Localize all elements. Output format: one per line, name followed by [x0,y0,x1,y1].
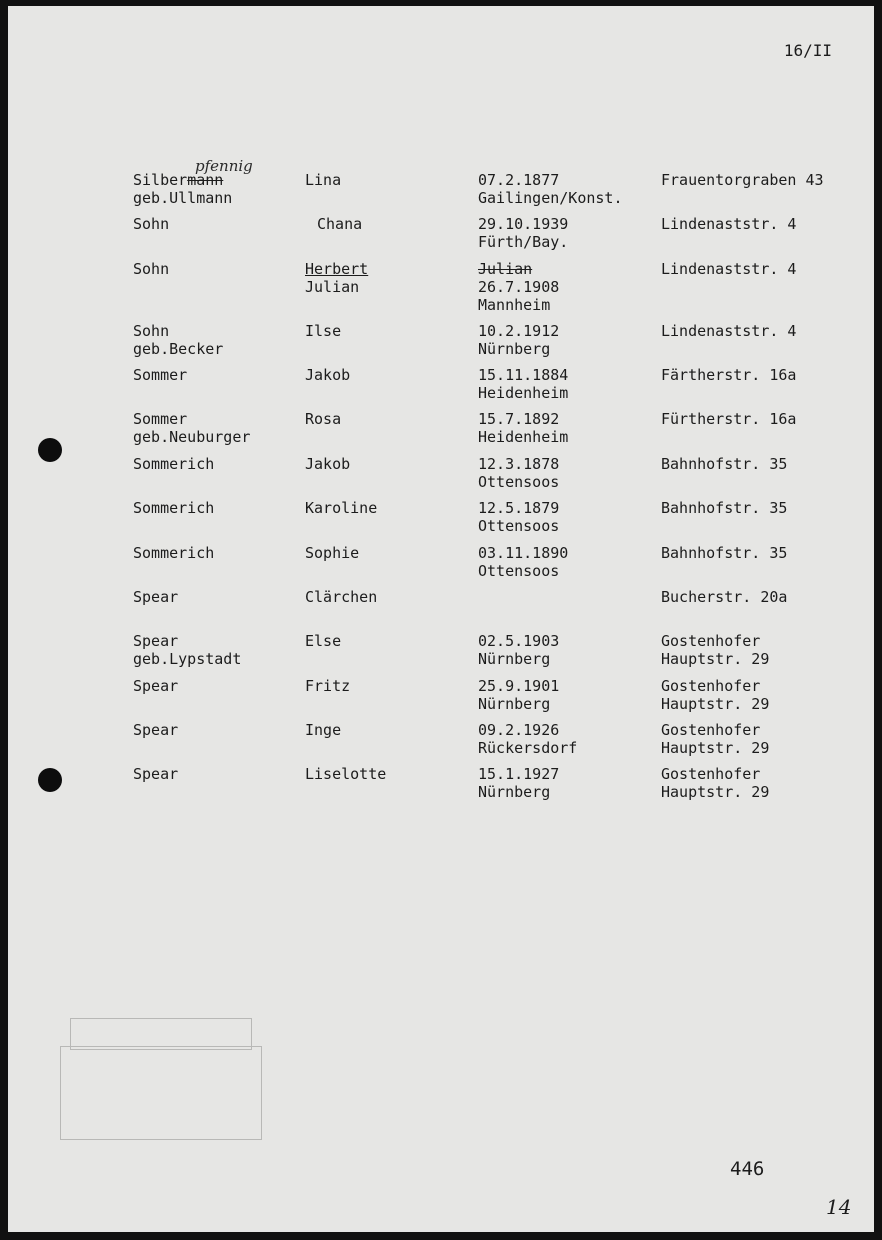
faded-stamp [60,1046,262,1140]
birth-cell [478,215,568,251]
birth-date: 15.1.1927 [478,765,560,783]
given-name: Else [305,632,342,650]
given-name-cell [305,765,386,783]
address-cell [661,322,796,340]
address-line: Hauptstr. 29 [661,739,770,757]
birth-place: Nürnberg [478,650,551,668]
struck-text: mann [187,171,224,189]
address-line: Hauptstr. 29 [661,695,770,713]
address-line: Lindenaststr. 4 [661,322,797,340]
address-cell [661,171,824,189]
birth-place: Ottensoos [478,562,560,580]
given-name-cell [305,588,377,606]
surname-line: Spear [133,765,179,783]
address-cell [661,588,787,606]
given-name-cell [305,260,368,296]
surname-line: Spear [133,677,179,695]
birth-place: Ottensoos [478,517,560,535]
address-cell [661,721,769,757]
given-name-cell [305,544,359,562]
surname-line: geb.Neuburger [133,428,251,446]
surname-line: Sommerich [133,499,215,517]
surname-cell [133,721,178,739]
folio-mark: 14 [826,1195,852,1219]
birth-place: Nürnberg [478,783,551,801]
handwritten-correction: pfennig [195,157,253,175]
surname-cell [133,677,178,695]
birth-place: Heidenheim [478,428,569,446]
surname-cell [133,588,178,606]
address-line: Frauentorgraben 43 [661,171,824,189]
given-name: Karoline [305,499,378,517]
birth-place: Fürth/Bay. [478,233,569,251]
given-name: Sophie [305,544,360,562]
birth-date: 09.2.1926 [478,721,560,739]
address-line: Bahnhofstr. 35 [661,544,788,562]
given-name: Jakob [305,455,351,473]
given-name: Liselotte [305,765,387,783]
birth-place: Nürnberg [478,695,551,713]
given-name-cell [305,171,341,189]
address-cell [661,366,796,384]
given-name: Chana [317,215,363,233]
given-name-cell [305,721,341,739]
surname-text: Silber [133,171,188,189]
address-line: Gostenhofer [661,677,761,695]
given-name: Julian [305,278,360,296]
address-line: Gostenhofer [661,721,761,739]
address-cell [661,260,796,278]
birth-cell [478,322,559,358]
address-cell [661,410,796,428]
birth-place: Rückersdorf [478,739,578,757]
surname-line: geb.Lypstadt [133,650,242,668]
birth-place: Heidenheim [478,384,569,402]
birth-cell [478,632,559,668]
given-name: Fritz [305,677,351,695]
address-cell [661,499,787,517]
given-name-cell [305,677,350,695]
address-line: Bahnhofstr. 35 [661,455,788,473]
surname-cell [133,157,253,207]
address-line: Gostenhofer [661,765,761,783]
given-name: Clärchen [305,588,378,606]
surname-cell [133,410,250,446]
birth-cell [478,260,559,314]
birth-date: 03.11.1890 [478,544,569,562]
surname-line: Sommer [133,366,188,384]
surname-cell [133,499,214,517]
birth-date: 12.3.1878 [478,455,560,473]
birth-cell [478,677,559,713]
birth-date: 02.5.1903 [478,632,560,650]
address-line: Gostenhofer [661,632,761,650]
address-cell [661,677,769,713]
birth-cell [478,410,568,446]
birth-cell [478,721,577,757]
birth-cell [478,765,559,801]
surname-line: Sommerich [133,455,215,473]
address-cell [661,215,796,233]
birth-cell [478,171,623,207]
address-line: Bucherstr. 20a [661,588,788,606]
birth-date: 07.2.1877 [478,171,560,189]
birth-date: 12.5.1879 [478,499,560,517]
given-name-cell [305,410,341,428]
birth-place: Mannheim [478,296,551,314]
given-name: Inge [305,721,342,739]
birth-date: 29.10.1939 [478,215,569,233]
given-name: Lina [305,171,342,189]
given-name-cell [305,366,350,384]
birth-date: 15.11.1884 [478,366,569,384]
punch-hole-icon [38,768,62,792]
address-cell [661,455,787,473]
surname-line: geb.Becker [133,340,224,358]
document-page [8,6,874,1232]
page-number: 446 [730,1158,765,1180]
address-cell [661,632,769,668]
surname-line: geb.Ullmann [133,189,233,207]
punch-hole-icon [38,438,62,462]
surname-line: Sohn [133,322,170,340]
birth-place: Gailingen/Konst. [478,189,623,207]
given-name: Ilse [305,322,342,340]
given-name-cell [305,632,341,650]
surname-line: Spear [133,721,179,739]
birth-cell [478,366,568,402]
birth-date: 25.9.1901 [478,677,560,695]
page-reference: 16/II [783,41,832,60]
birth-place: Ottensoos [478,473,560,491]
birth-date: 10.2.1912 [478,322,560,340]
birth-cell [478,499,559,535]
birth-cell [478,544,568,580]
birth-cell [478,455,559,491]
address-cell [661,544,787,562]
surname-cell [133,765,178,783]
surname-cell [133,366,187,384]
surname-line: Sohn [133,215,170,233]
given-name-cell [305,455,350,473]
address-line: Fürtherstr. 16a [661,410,797,428]
birth-date: 26.7.1908 [478,278,560,296]
surname-line: Spear [133,632,179,650]
surname-cell [133,544,214,562]
surname-cell [133,632,241,668]
surname-cell [133,455,214,473]
birth-date: 15.7.1892 [478,410,560,428]
surname-cell [133,322,223,358]
address-line: Färtherstr. 16a [661,366,797,384]
surname-line: Sohn [133,260,170,278]
surname-cell [133,260,169,278]
struck-text: Julian [478,260,533,278]
address-line: Lindenaststr. 4 [661,215,797,233]
surname-cell [133,215,169,233]
given-name-cell [305,215,362,233]
address-line: Lindenaststr. 4 [661,260,797,278]
address-line: Bahnhofstr. 35 [661,499,788,517]
given-name-cell [305,322,341,340]
birth-place: Nürnberg [478,340,551,358]
given-name: Jakob [305,366,351,384]
surname-line: Spear [133,588,179,606]
address-line: Hauptstr. 29 [661,650,770,668]
address-cell [661,765,769,801]
surname-line: Sommer [133,410,188,428]
surname-line: Sommerich [133,544,215,562]
given-name: Herbert [305,260,369,278]
given-name-cell [305,499,377,517]
address-line: Hauptstr. 29 [661,783,770,801]
given-name: Rosa [305,410,342,428]
